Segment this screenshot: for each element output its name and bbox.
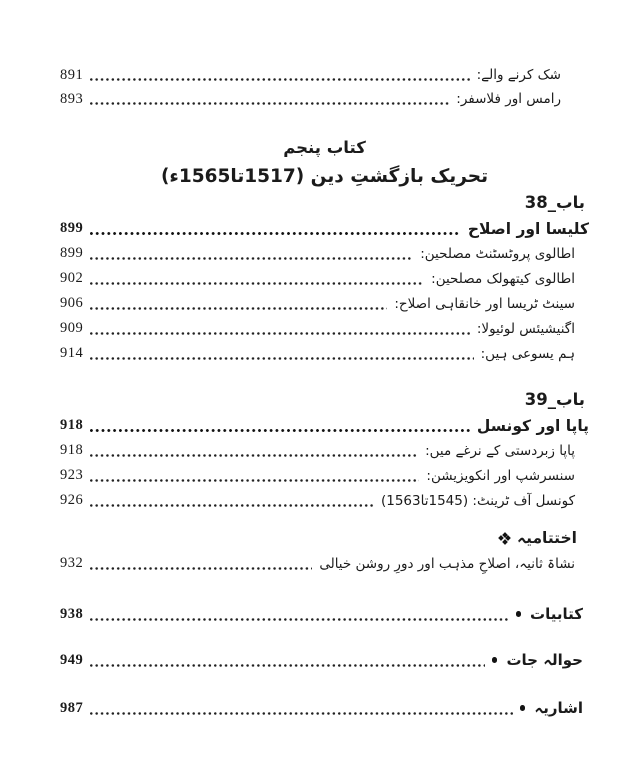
toc-entry-row: [60, 316, 589, 341]
page-number: 918: [60, 442, 84, 458]
toc-entry-row: [60, 87, 589, 111]
book-heading: [60, 138, 589, 187]
conclusion-heading: [60, 525, 589, 551]
chapters-section: [60, 190, 589, 513]
page-number: 899: [60, 220, 84, 236]
dot-leader: [90, 488, 374, 513]
toc-entry-label: اطالوی کیتھولک مصلحین:: [431, 270, 575, 287]
page-number: 926: [60, 492, 84, 508]
toc-entry-label: سینٹ ٹریسا اور خانقاہی اصلاح:: [394, 295, 575, 312]
page-number: 923: [60, 467, 84, 483]
dot-leader: [90, 601, 508, 627]
toc-entry-row: [60, 241, 589, 266]
bullet-dot-icon: [520, 705, 526, 711]
toc-entry-label: کتابیات: [530, 605, 583, 623]
book-subtitle: تحریک بازگشتِ دین (1517تا1565ء): [160, 166, 489, 187]
toc-entry-label: حوالہ جات: [506, 651, 583, 669]
toc-entry-row: [60, 291, 589, 316]
dot-leader: [90, 413, 470, 438]
page-number: 906: [60, 295, 84, 311]
page-number: 902: [60, 270, 84, 286]
dot-leader: [90, 463, 419, 488]
toc-entry-row: [60, 463, 589, 488]
dot-leader: [90, 241, 413, 266]
bullet-dot-icon: [492, 657, 498, 663]
toc-entry-label: کونسل آف ٹرینٹ: (1545تا1563): [380, 492, 575, 509]
dot-leader: [90, 216, 461, 241]
page-number: 949: [60, 651, 84, 668]
back-matter-row: [60, 601, 589, 627]
toc-entry-label: پاپا اور کونسل: [476, 416, 589, 435]
toc-entry-label: کلیسا اور اصلاح: [467, 219, 589, 238]
chapter-heading: باب_39: [524, 390, 585, 409]
dot-leader: [90, 266, 424, 291]
back-matter-row: [60, 695, 589, 721]
toc-entry-row: [60, 488, 589, 513]
dot-leader: [90, 438, 418, 463]
book-title: کتاب پنجم: [283, 138, 366, 157]
conclusion-entry-row: [60, 551, 589, 576]
toc-entry-label: نشاۃ ثانیہ، اصلاحِ مذہب اور دورِ روشن خیالی: [319, 555, 575, 572]
toc-entry-row: [60, 341, 589, 366]
dot-leader: [90, 63, 469, 87]
toc-entry-label: ہم یسوعی ہیں:: [480, 345, 575, 362]
dot-leader: [90, 695, 513, 721]
four-diamond-icon: [499, 533, 510, 544]
page-number: 938: [60, 605, 84, 622]
page-number: 891: [60, 66, 84, 83]
dot-leader: [90, 647, 485, 673]
toc-entry-row: [60, 63, 589, 87]
back-matter-section: [60, 601, 589, 721]
toc-entry-label: اشاریہ: [534, 699, 583, 717]
dot-leader: [90, 341, 473, 366]
page-number: 899: [60, 245, 84, 261]
dot-leader: [90, 87, 449, 111]
page-number: 987: [60, 699, 84, 716]
toc-entry-label: اگنیشیئس لوئیولا:: [476, 320, 575, 337]
chapter-title-row: [60, 413, 589, 438]
page-number: 893: [60, 90, 84, 107]
toc-entry-label: رامس اور فلاسفر:: [456, 91, 561, 107]
top-entries-section: [60, 63, 589, 111]
page-number: 909: [60, 320, 84, 336]
dot-leader: [90, 291, 387, 316]
toc-entry-label: پاپا زبردستی کے نرغے میں:: [425, 442, 575, 459]
conclusion-entry-slot: [60, 551, 589, 576]
toc-entry-label: اطالوی پروٹسٹنٹ مصلحین:: [420, 245, 575, 262]
page-number: 914: [60, 345, 84, 361]
dot-leader: [90, 551, 312, 576]
toc-entry-label: شک کرنے والے:: [476, 67, 561, 83]
page-number: 932: [60, 555, 84, 571]
chapter-title-row: [60, 216, 589, 241]
conclusion-heading-label: اختتامیہ: [517, 529, 577, 547]
toc-entry-row: [60, 438, 589, 463]
dot-leader: [90, 316, 470, 341]
chapter-block: [60, 387, 589, 513]
toc-entry-label: سنسرشپ اور انکویزیشن:: [426, 467, 575, 484]
chapter-heading: باب_38: [524, 193, 585, 212]
chapter-block: [60, 190, 589, 366]
bullet-dot-icon: [516, 611, 522, 617]
conclusion-section: [60, 525, 589, 576]
toc-entry-row: [60, 266, 589, 291]
back-matter-row: [60, 647, 589, 673]
page-number: 918: [60, 417, 84, 433]
